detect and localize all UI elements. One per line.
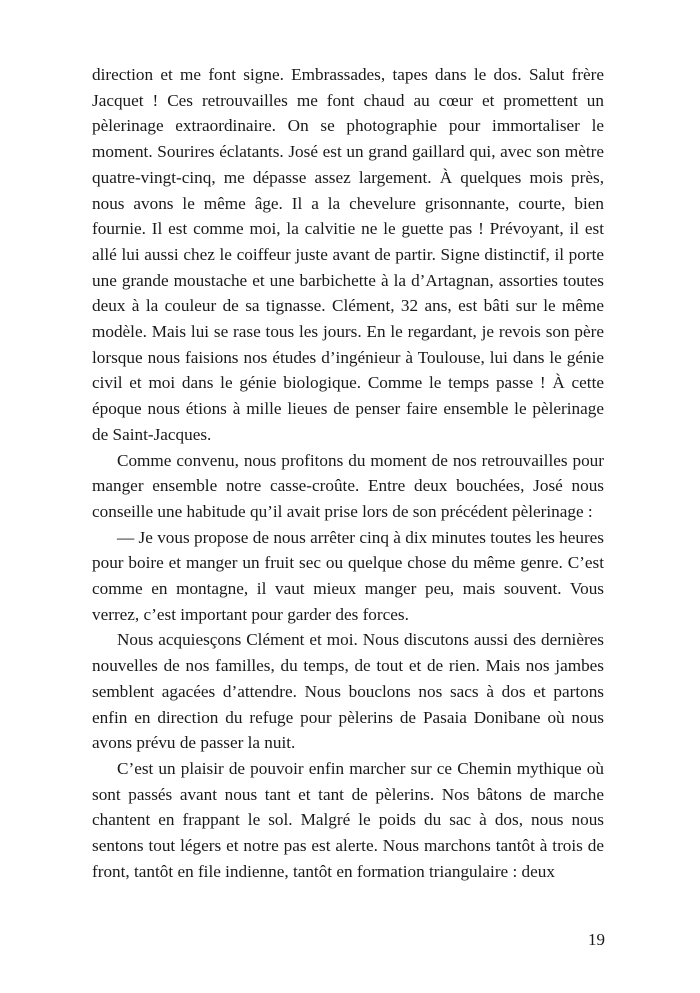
- paragraph-2: Comme convenu, nous profitons du moment de nos retrouvailles pour manger ensemble notre casse-croûte. Entre deux bouchées, José nous conseille une habitude qu’il avait prise lors de son précédent pèlerinage :: [92, 450, 604, 521]
- paragraph-5: C’est un plaisir de pouvoir enfin marcher sur ce Chemin mythique où sont passés avant nous tant et tant de pèlerins. Nos bâtons de marche chantent en frappant le sol. Malgré le poids du sac à dos, nous nous sentons tout légers et notre pas est alerte. Nous marchons tantôt à trois de front, tantôt en file indienne, tantôt en formation triangulaire : deux: [92, 758, 604, 881]
- page-body: [92, 62, 604, 885]
- paragraph-3-dialogue: — Je vous propose de nous arrêter cinq à dix minutes toutes les heures pour boire et manger un fruit sec ou quelque chose du même genre. C’est comme en montagne, il vaut mieux manger peu, mais souvent. Vous verrez, c’est important pour garder des forces.: [92, 527, 604, 624]
- paragraph-4: Nous acquiesçons Clément et moi. Nous discutons aussi des dernières nouvelles de nos familles, du temps, de tout et de rien. Mais nos jambes semblent agacées d’attendre. Nous bouclons nos sacs à dos et partons enfin en direction du refuge pour pèlerins de Pasaia Donibane où nous avons prévu de passer la nuit.: [92, 630, 604, 753]
- paragraph-1: direction et me font signe. Embrassades, tapes dans le dos. Salut frère Jacquet ! Ces retrouvailles me font chaud au cœur et promettent un pèlerinage extraordinaire. On se photographie pour immortaliser le moment. Sourires éclatants. José est un grand gaillard qui, avec son mètre quatre-vingt-cinq, me dépasse assez largement. À quelques mois près, nous avons le même âge. Il a la chevelure grisonnante, courte, bien fournie. Il est comme moi, la calvitie ne le guette pas ! Prévoyant, il est allé lui aussi chez le coiffeur juste avant de partir. Signe distinctif, il porte une grande moustache et une barbichette à la d’Artagnan, assorties toutes deux à la couleur de sa tignasse. Clément, 32 ans, est bâti sur le même modèle. Mais lui se rase tous les jours. En le regardant, je revois son père lorsque nous faisions nos études d’ingénieur à Toulouse, lui dans le génie civil et moi dans le génie biologique. Comme le temps passe ! À cette époque nous étions à mille lieues de penser faire ensemble le pèlerinage de Saint-Jacques.: [92, 65, 604, 444]
- page-number: 19: [588, 930, 605, 949]
